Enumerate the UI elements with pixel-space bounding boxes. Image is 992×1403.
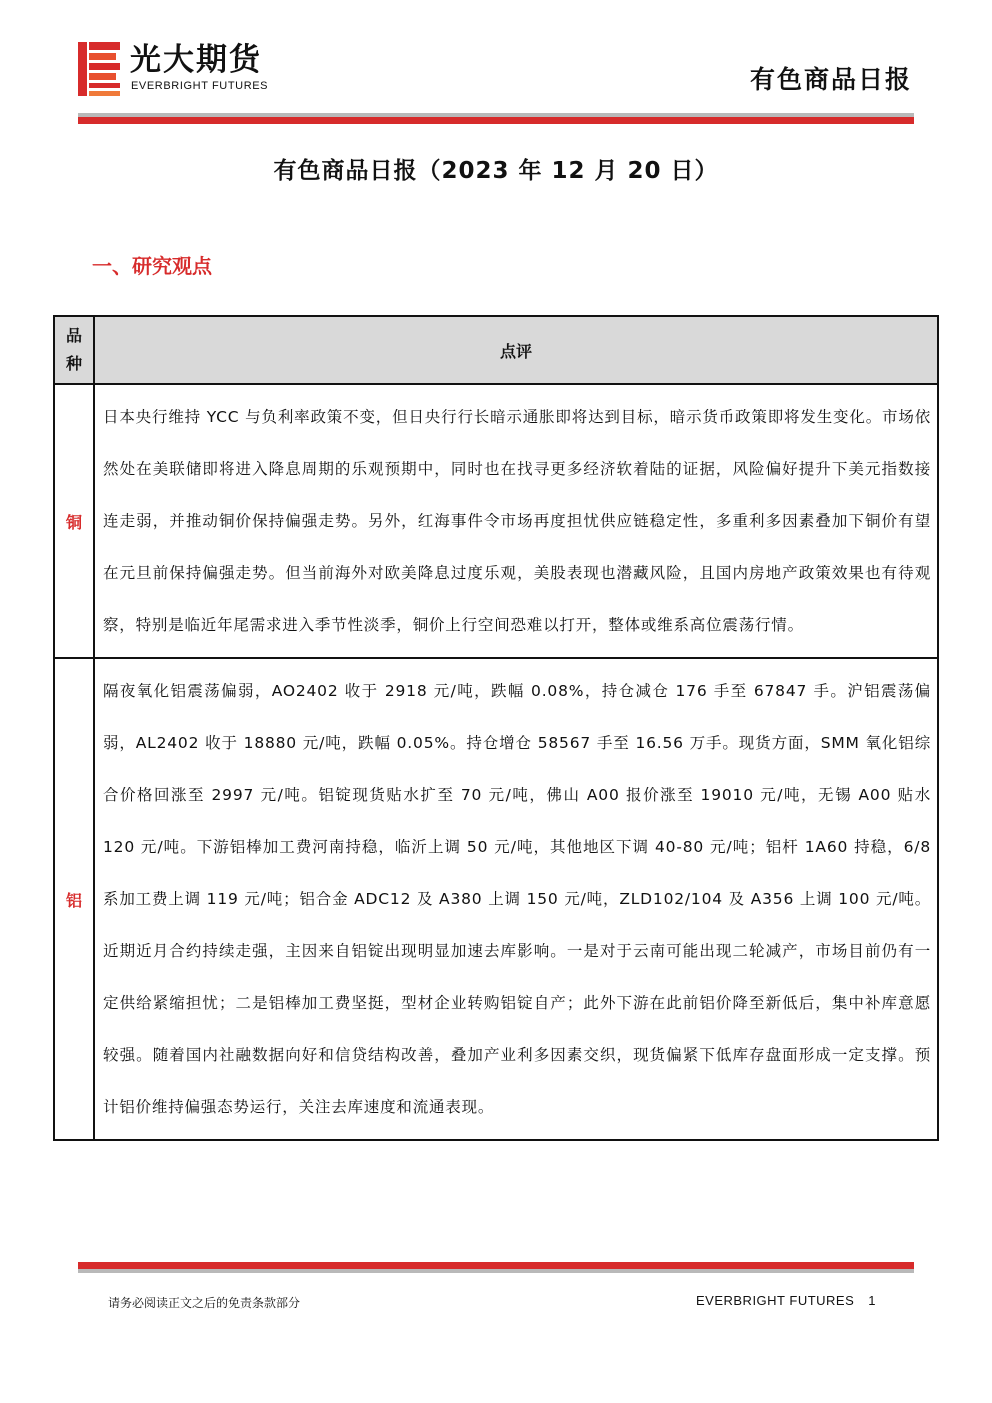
comment-copper: 日本央行维持 YCC 与负利率政策不变，但日央行行长暗示通胀即将达到目标，暗示货币政策即将发生变化。市场依然处在美联储即将进入降息周期的乐观预期中，同时也在找寻更多经济软着陆的证据，风险偏好提升下美元指数接连走弱，并推动铜价保持偏强走势。另外，红海事件令市场再度担忧供应链稳定性，多重利多因素叠加下铜价有望在元旦前保持偏强走势。但当前海外对欧美降息过度乐观，美股表现也潜藏风险，且国内房地产政策效果也有待观察，特别是临近年尾需求进入季节性淡季，铜价上行空间恐难以打开，整体或维系高位震荡行情。 <box>94 384 938 658</box>
report-type-title: 有色商品日报 <box>749 65 912 94</box>
brand-name-en: EVERBRIGHT FUTURES <box>131 80 269 92</box>
footer-brand-en: EVERBRIGHT FUTURES <box>695 1293 855 1308</box>
brand-logo <box>78 40 308 100</box>
header-category-line1: 品 <box>65 326 82 345</box>
document-title: 有色商品日报（2023 年 12 月 20 日） <box>273 158 719 184</box>
comment-aluminum: 隔夜氧化铝震荡偏弱，AO2402 收于 2918 元/吨，跌幅 0.08%，持仓减仓 176 手至 67847 手。沪铝震荡偏弱，AL2402 收于 18880 元/吨，跌幅 0.05%。持仓增仓 58567 手至 16.56 万手。现货方面，SMM 氧化铝综合价格回涨至 2997 元/吨。铝锭现货贴水扩至 70 元/吨，佛山 A00 报价涨至 19010 元/吨，无锡 A00 贴水 120 元/吨。下游铝棒加工费河南持稳，临沂上调 50 元/吨，其他地区下调 40-80 元/吨；铝杆 1A60 持稳，6/8 系加工费上调 119 元/吨；铝合金 ADC12 及 A380 上调 150 元/吨，ZLD102/104 及 A356 上调 100 元/吨。近期近月合约持续走强，主因来自铝锭出现明显加速去库影响。一是对于云南可能出现二轮减产，市场目前仍有一定供给紧缩担忧；二是铝棒加工费坚挺，型材企业转购铝锭自产；此外下游在此前铝价降至新低后，集中补库意愿较强。随着国内社融数据向好和信贷结构改善，叠加产业利多因素交织，现货偏紧下低库存盘面形成一定支撑。预计铝价维持偏强态势运行，关注去库速度和流通表现。 <box>94 658 938 1140</box>
page-number: 1 <box>868 1293 876 1308</box>
table-row-aluminum <box>54 658 938 1140</box>
category-copper: 铜 <box>54 384 94 658</box>
header-divider <box>78 113 914 124</box>
commentary-table <box>53 315 939 1141</box>
category-aluminum: 铝 <box>54 658 94 1140</box>
header-category <box>54 316 94 384</box>
footer-brand <box>696 1293 876 1308</box>
table-row-copper <box>54 384 938 658</box>
everbright-logo-icon <box>78 42 120 96</box>
footer-divider <box>78 1262 914 1273</box>
brand-name-cn: 光大期货 <box>130 42 262 78</box>
table-header-row <box>54 316 938 384</box>
footer-disclaimer: 请务必阅读正文之后的免责条款部分 <box>108 1296 301 1310</box>
header-comment: 点评 <box>94 316 938 384</box>
header-category-line2: 种 <box>65 354 82 373</box>
section-heading: 一、研究观点 <box>92 254 212 278</box>
